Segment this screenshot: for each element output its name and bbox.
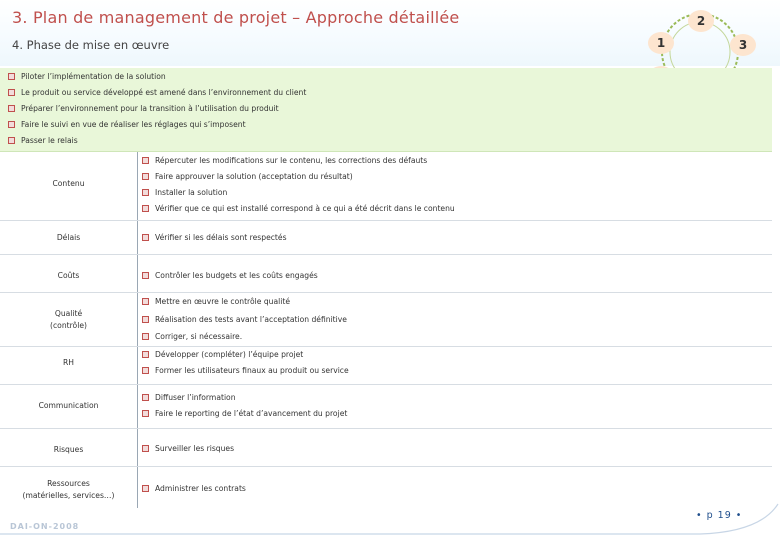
list-item: Mettre en œuvre le contrôle qualité [142,297,290,306]
list-item: Contrôler les budgets et les coûts engagés [142,271,318,280]
list-item: Diffuser l’information [142,393,236,402]
page-number: • p 19 • [696,510,743,521]
list-item: Installer la solution [142,188,227,197]
list-item: Faire approuver la solution (acceptation du résultat) [142,172,353,181]
bullet-icon [8,121,15,128]
bullet-icon [142,333,149,340]
bullet-icon [142,272,149,279]
bullet-icon [142,205,149,212]
bullet-icon [8,89,15,96]
intro-item: Passer le relais [8,136,78,145]
row-separator [0,384,772,385]
table-divider [137,152,138,508]
row-separator [0,220,772,221]
bullet-icon [142,367,149,374]
bullet-icon [8,137,15,144]
row-label-qualite: Qualité (contrôle) [50,309,87,330]
bullet-icon [142,316,149,323]
row-label-risques: Risques [53,445,84,454]
phase-3-badge: 3 [730,34,756,56]
bullet-icon [142,351,149,358]
footer-decoration [0,500,780,540]
intro-box [0,68,772,152]
list-item: Corriger, si nécessaire. [142,332,242,341]
list-item: Réalisation des tests avant l’acceptation définitive [142,315,347,324]
row-label-contenu: Contenu [52,179,85,188]
bullet-icon [8,73,15,80]
bullet-icon [142,410,149,417]
row-label-rh: RH [63,358,74,367]
bullet-icon [142,157,149,164]
phase-1-badge: 1 [648,32,674,54]
bullet-icon [142,234,149,241]
row-label-delais: Délais [56,233,81,242]
bullet-icon [142,445,149,452]
footer-code: DAI-ON-2008 [10,522,80,531]
row-separator [0,254,772,255]
intro-item: Faire le suivi en vue de réaliser les réglages qui s’imposent [8,120,246,129]
row-separator [0,292,772,293]
intro-item: Préparer l’environnement pour la transition à l’utilisation du produit [8,104,279,113]
page-subtitle: 4. Phase de mise en œuvre [12,38,170,52]
row-separator [0,428,772,429]
bullet-icon [8,105,15,112]
list-item: Surveiller les risques [142,444,234,453]
intro-item: Piloter l’implémentation de la solution [8,72,166,81]
list-item: Former les utilisateurs finaux au produit ou service [142,366,349,375]
list-item: Développer (compléter) l’équipe projet [142,350,303,359]
intro-item: Le produit ou service développé est amené dans l’environnement du client [8,88,306,97]
bullet-icon [142,173,149,180]
list-item: Vérifier si les délais sont respectés [142,233,287,242]
row-separator [0,346,772,347]
row-label-communication: Communication [38,401,99,410]
page-title: 3. Plan de management de projet – Approche détaillée [12,8,460,27]
bullet-icon [142,189,149,196]
row-separator [0,466,772,467]
list-item: Administrer les contrats [142,484,246,493]
list-item: Répercuter les modifications sur le contenu, les corrections des défauts [142,156,427,165]
list-item: Faire le reporting de l’état d’avancement du projet [142,409,347,418]
bullet-icon [142,394,149,401]
row-label-ressources: Ressources (matérielles, services…) [22,479,115,500]
bullet-icon [142,485,149,492]
list-item: Vérifier que ce qui est installé correspond à ce qui a été décrit dans le contenu [142,204,455,213]
bullet-icon [142,298,149,305]
phase-2-badge: 2 [688,10,714,32]
row-label-couts: Coûts [57,271,80,280]
